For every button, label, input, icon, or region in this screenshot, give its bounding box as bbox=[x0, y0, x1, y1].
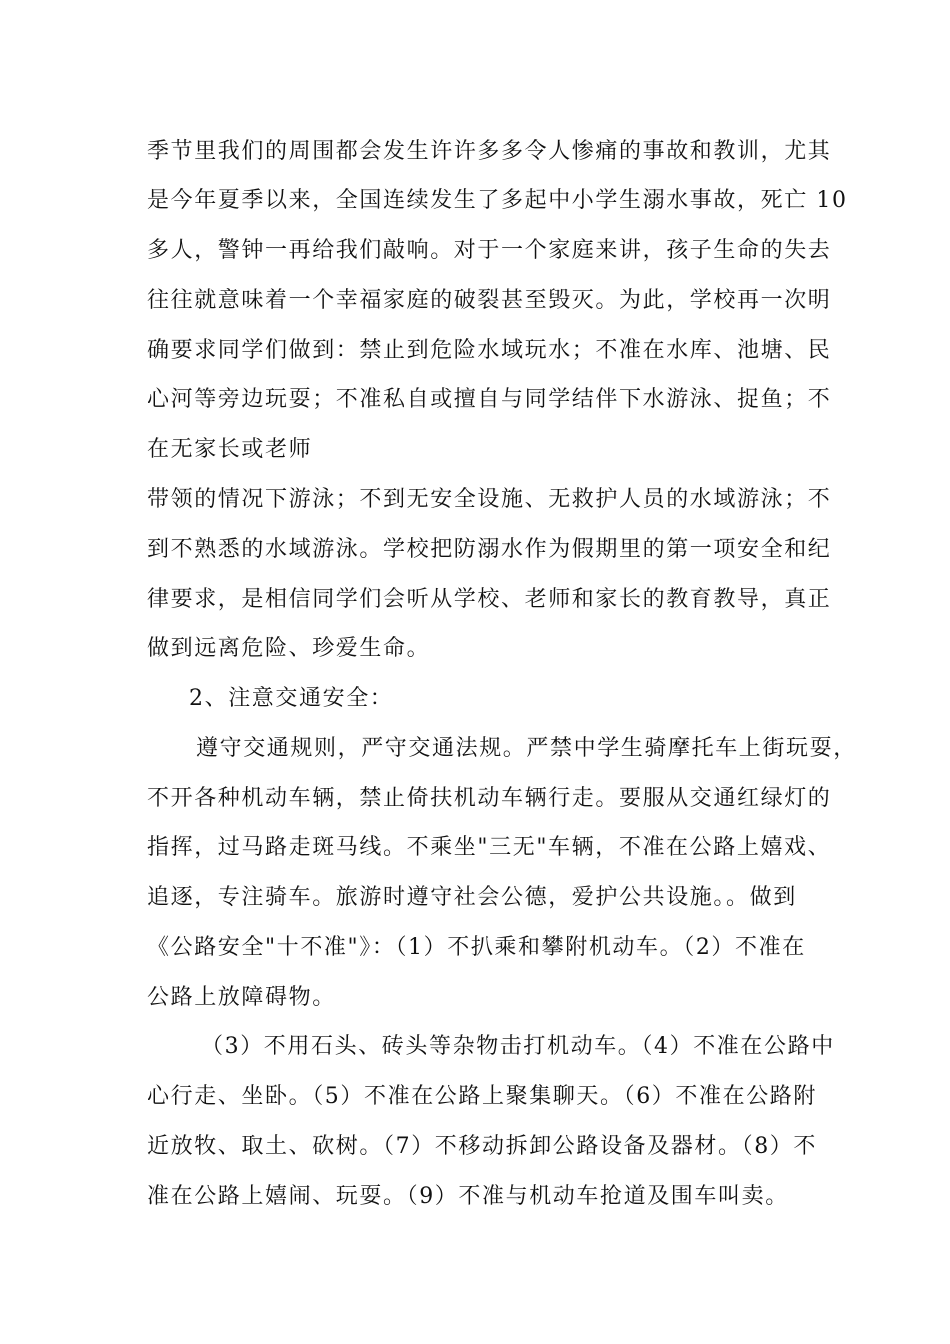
text-line: 遵守交通规则，严守交通法规。严禁中学生骑摩托车上街玩耍， bbox=[196, 736, 857, 761]
text-line: 做到远离危险、珍爱生命。 bbox=[147, 636, 431, 661]
text-line: 公路上放障碍物。 bbox=[147, 985, 336, 1010]
text-line: 准在公路上嬉闹、玩耍。（9）不准与机动车抢道及围车叫卖。 bbox=[147, 1184, 789, 1209]
text-line: 追逐，专注骑车。旅游时遵守社会公德，爱护公共设施。。做到 bbox=[147, 885, 797, 910]
text-line: 近放牧、取土、砍树。（7）不移动拆卸公路设备及器材。（8）不 bbox=[147, 1134, 817, 1159]
text-line: （3）不用石头、砖头等杂物击打机动车。（4）不准在公路中 bbox=[201, 1034, 835, 1059]
text-line: 多人，警钟一再给我们敲响。对于一个家庭来讲，孩子生命的失去 bbox=[147, 238, 832, 263]
text-line: 指挥，过马路走斑马线。不乘坐"三无"车辆，不准在公路上嬉戏、 bbox=[147, 835, 832, 860]
text-line: 带领的情况下游泳；不到无安全设施、无救护人员的水域游泳；不 bbox=[147, 487, 832, 512]
text-line: 心河等旁边玩耍；不准私自或擅自与同学结伴下水游泳、捉鱼；不 bbox=[147, 387, 832, 412]
text-line: 心行走、坐卧。（5）不准在公路上聚集聊天。（6）不准在公路附 bbox=[147, 1084, 817, 1109]
text-line: 律要求，是相信同学们会听从学校、老师和家长的教育教导，真正 bbox=[147, 587, 832, 612]
text-line: 季节里我们的周围都会发生许许多多令人惨痛的事故和教训，尤其 bbox=[147, 139, 832, 164]
section-heading: 2、注意交通安全： bbox=[189, 686, 394, 711]
text-line: 到不熟悉的水域游泳。学校把防溺水作为假期里的第一项安全和纪 bbox=[147, 537, 832, 562]
text-line: 《公路安全"十不准"》：（1）不扒乘和攀附机动车。（2）不准在 bbox=[147, 935, 806, 960]
text-line: 往往就意味着一个幸福家庭的破裂甚至毁灭。为此，学校再一次明 bbox=[147, 288, 832, 313]
text-line: 确要求同学们做到：禁止到危险水域玩水；不准在水库、池塘、民 bbox=[147, 338, 832, 363]
text-line: 在无家长或老师 bbox=[147, 437, 313, 462]
text-line: 不开各种机动车辆，禁止倚扶机动车辆行走。要服从交通红绿灯的 bbox=[147, 786, 832, 811]
text-line: 是今年夏季以来，全国连续发生了多起中小学生溺水事故，死亡 10 bbox=[147, 188, 848, 213]
